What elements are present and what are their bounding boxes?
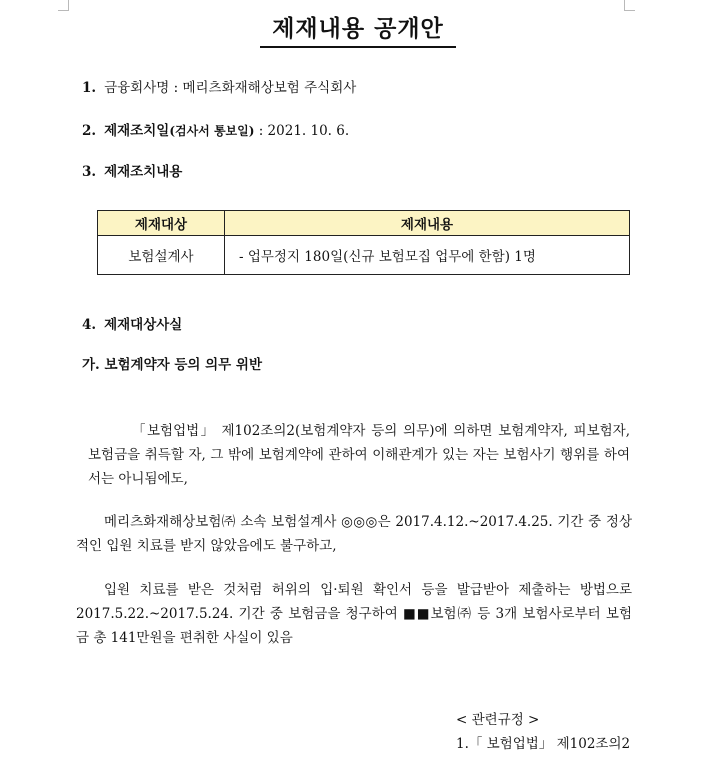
company-name: 메리츠화재해상보험 주식회사 [182,80,357,96]
item-number: 2. [82,123,97,139]
page-corner-mark-right [624,0,635,11]
item-company [82,76,356,96]
page-corner-mark-left [58,0,69,11]
table-cell-target: 보험설계사 [98,236,225,275]
item-action [82,160,182,180]
paragraph-fact-1 [76,510,632,558]
table-header-target: 제재대상 [98,211,225,236]
paragraph-text: 입원 치료를 받은 것처럼 허위의 입·퇴원 확인서 등을 발급받아 제출하는 방법으로 2017.5.22.~2017.5.24. 기간 중 보험금을 청구하여 ■■보험㈜ 등 3개 보험사로부터 보험금 총 141만원을 편취한 사실이 있음 [76,582,632,646]
item-separator: : [254,123,268,139]
item-label-paren: (검사서 통보일) [169,124,255,138]
subheading: 가. 보험계약자 등의 의무 위반 [82,357,262,373]
item-separator: : [169,80,183,96]
item-number: 1. [82,80,97,96]
item-label: 제재조치내용 [104,164,183,180]
item-number: 3. [82,164,97,180]
item-label: 금융회사명 [104,80,170,96]
regulation-heading: < 관련규정 > [456,712,540,728]
sanction-date: 2021. 10. 6. [267,123,350,139]
table-header-row [98,211,630,236]
table-header-content: 제재내용 [225,211,630,236]
table-cell-content: - 업무정지 180일(신규 보험모집 업무에 한함) 1명 [225,236,630,275]
document-title: 제재내용 공개안 [260,10,456,48]
item-date [82,119,349,139]
item-facts [82,313,182,333]
item-label: 제재조치일 [104,123,170,139]
paragraph-text: 「보험업법」 제102조의2(보험계약자 등의 의무)에 의하면 보험계약자, 피보험자, 보험금을 취득할 자, 그 밖에 보험계약에 관하여 이해관계가 있는 자는 보험사기 행위를 하여서는 아니됨에도, [88,423,630,487]
table-row [98,236,630,275]
paragraph-fact-2 [76,578,632,650]
paragraph-text: 메리츠화재해상보험㈜ 소속 보험설계사 ◎◎◎은 2017.4.12.~2017.4.25. 기간 중 정상적인 입원 치료를 받지 않았음에도 불구하고, [76,514,632,554]
regulation-item: 1.「 보험업법」 제102조의2 [456,736,631,752]
item-number: 4. [82,317,97,333]
paragraph-law [88,419,630,491]
sanction-table [97,210,630,275]
item-label: 제재대상사실 [104,317,183,333]
